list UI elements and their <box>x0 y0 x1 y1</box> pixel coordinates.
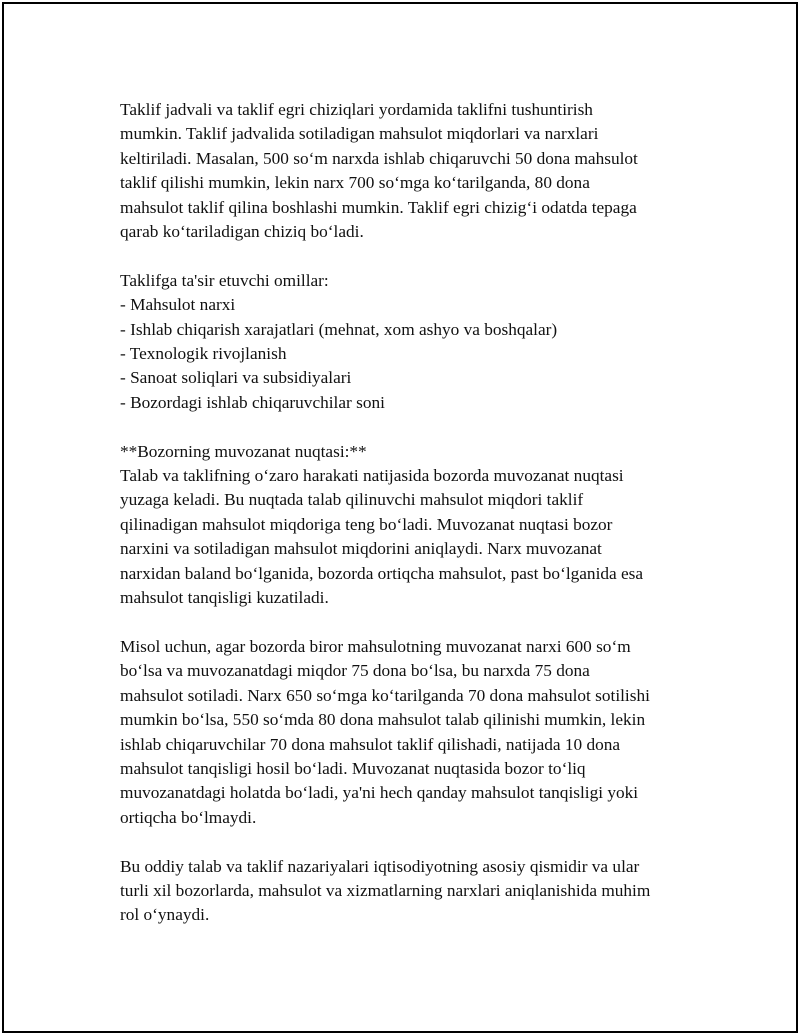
text-line: bo‘lsa va muvozanatdagi miqdor 75 dona bo‘lsa, bu narxda 75 dona <box>120 661 590 681</box>
text-line: Bu oddiy talab va taklif nazariyalari iqtisodiyotning asosiy qismidir va ular <box>120 856 640 876</box>
text-line: yuzaga keladi. Bu nuqtada talab qilinuvchi mahsulot miqdori taklif <box>120 490 584 510</box>
text-line: Misol uchun, agar bozorda biror mahsulotning muvozanat narxi 600 so‘m <box>120 636 631 656</box>
text-line: keltiriladi. Masalan, 500 so‘m narxda ishlab chiqaruvchi 50 dona mahsulot <box>120 148 638 168</box>
text-line: qilinadigan mahsulot miqdoriga teng bo‘ladi. Muvozanat nuqtasi bozor <box>120 514 613 534</box>
text-line: Taklif jadvali va taklif egri chiziqlari yordamida taklifni tushuntirish <box>120 100 593 119</box>
text-line: narxini va sotiladigan mahsulot miqdorini aniqlaydi. Narx muvozanat <box>120 539 602 559</box>
list-item: - Texnologik rivojlanish <box>120 344 287 364</box>
list-item: - Ishlab chiqarish xarajatlari (mehnat, xom ashyo va boshqalar) <box>120 319 558 339</box>
text-line: Talab va taklifning o‘zaro harakati natijasida bozorda muvozanat nuqtasi <box>120 466 624 486</box>
paragraph-example <box>120 635 695 830</box>
list-item: - Sanoat soliqlari va subsidiyalari <box>120 368 352 388</box>
text-line: muvozanatdagi holatda bo‘ladi, ya'ni hech qanday mahsulot tanqisligi yoki <box>120 783 639 803</box>
text-line: narxidan baland bo‘lganida, bozorda ortiqcha mahsulot, past bo‘lganida esa <box>120 563 644 583</box>
text-line: ishlab chiqaruvchilar 70 dona mahsulot taklif qilishadi, natijada 10 dona <box>120 734 621 754</box>
list-item: - Mahsulot narxi <box>120 295 236 315</box>
paragraph-supply-schedule <box>120 98 695 244</box>
text-line: ortiqcha bo‘lmaydi. <box>120 807 257 827</box>
paragraph-equilibrium <box>120 440 695 611</box>
text-line: mahsulot tanqisligi hosil bo‘ladi. Muvozanat nuqtasida bozor to‘liq <box>120 758 586 778</box>
list-heading: Taklifga ta'sir etuvchi omillar: <box>120 270 329 290</box>
document-page <box>2 2 798 1033</box>
section-heading: **Bozorning muvozanat nuqtasi:** <box>120 441 367 461</box>
text-line: mahsulot tanqisligi kuzatiladi. <box>120 588 329 608</box>
text-line: mumkin bo‘lsa, 550 so‘mda 80 dona mahsulot talab qilinishi mumkin, lekin <box>120 710 646 730</box>
paragraph-conclusion <box>120 855 695 928</box>
text-line: rol o‘ynaydi. <box>120 905 210 925</box>
text-line: mahsulot sotiladi. Narx 650 so‘mga ko‘tarilganda 70 dona mahsulot sotilishi <box>120 685 650 705</box>
document-body <box>120 98 695 952</box>
text-line: mahsulot taklif qilina boshlashi mumkin. Taklif egri chizig‘i odatda tepaga <box>120 197 637 217</box>
text-line: mumkin. Taklif jadvalida sotiladigan mahsulot miqdorlari va narxlari <box>120 124 599 144</box>
paragraph-supply-factors <box>120 269 695 415</box>
text-line: turli xil bozorlarda, mahsulot va xizmatlarning narxlari aniqlanishida muhim <box>120 880 651 900</box>
list-item: - Bozordagi ishlab chiqaruvchilar soni <box>120 392 385 412</box>
text-line: qarab ko‘tariladigan chiziq bo‘ladi. <box>120 222 364 242</box>
text-line: taklif qilishi mumkin, lekin narx 700 so‘mga ko‘tarilganda, 80 dona <box>120 173 590 193</box>
